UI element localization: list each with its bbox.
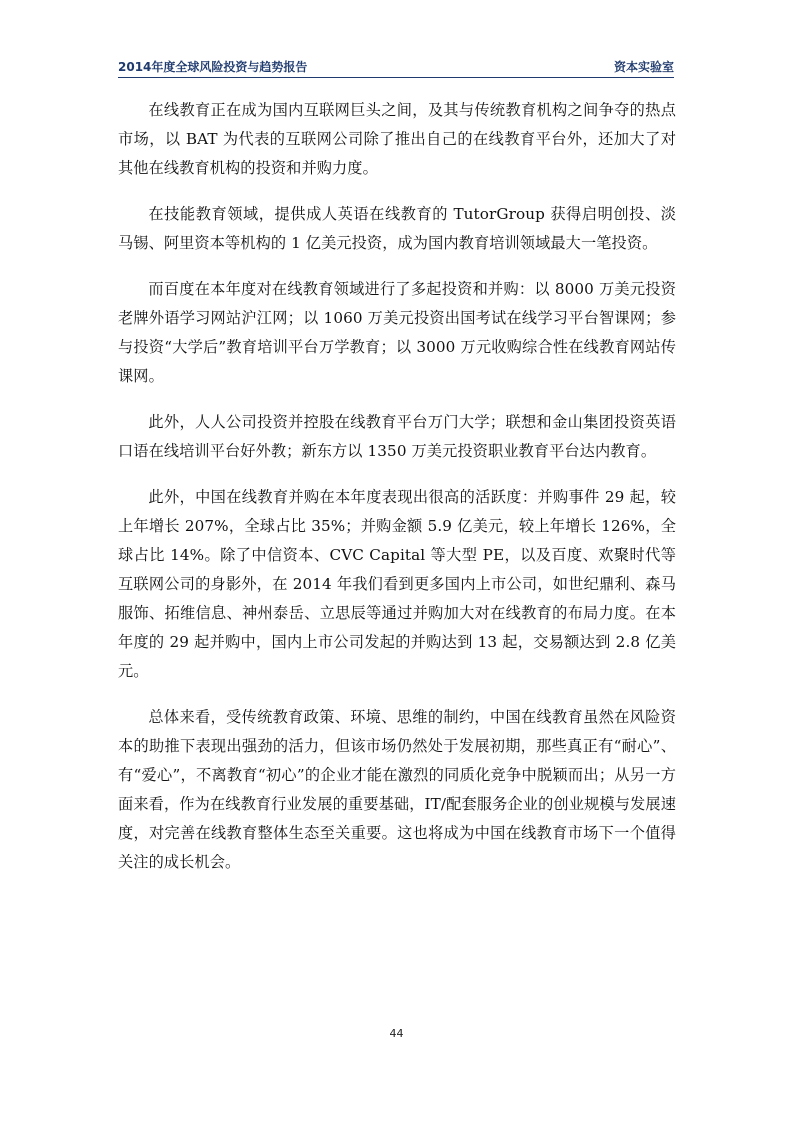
page-number: 44 xyxy=(389,1027,404,1040)
paragraph-2: 在技能教育领域，提供成人英语在线教育的 TutorGroup 获得启明创投、淡马锡、阿里资本等机构的 1 亿美元投资，成为国内教育培训领域最大一笔投资。 xyxy=(118,205,676,252)
page-header xyxy=(118,55,674,78)
report-title: 2014年度全球风险投资与趋势报告 xyxy=(118,60,308,74)
paragraph-3: 而百度在本年度对在线教育领域进行了多起投资和并购：以 8000 万美元投资老牌外语学习网站沪江网；以 1060 万美元投资出国考试在线学习平台智课网；参与投资“大学后”教育培训平台万学教育；以 3000 万元收购综合性在线教育网站传课网。 xyxy=(118,280,676,385)
publisher-name: 资本实验室 xyxy=(613,60,674,74)
body-content xyxy=(118,96,676,894)
paragraph-4: 此外，人人公司投资并控股在线教育平台万门大学；联想和金山集团投资英语口语在线培训平台好外教；新东方以 1350 万美元投资职业教育平台达内教育。 xyxy=(118,413,676,460)
paragraph-6: 总体来看，受传统教育政策、环境、思维的制约，中国在线教育虽然在风险资本的助推下表现出强劲的活力，但该市场仍然处于发展初期，那些真正有“耐心”、有“爱心”，不离教育“初心”的企业才能在激烈的同质化竞争中脱颖而出；从另一方面来看，作为在线教育行业发展的重要基础，IT/配套服务企业的创业规模与发展速度，对完善在线教育整体生态至关重要。这也将成为中国在线教育市场下一个值得关注的成长机会。 xyxy=(118,708,676,871)
paragraph-1: 在线教育正在成为国内互联网巨头之间，及其与传统教育机构之间争夺的热点市场，以 BAT 为代表的互联网公司除了推出自己的在线教育平台外，还加大了对其他在线教育机构的投资和并购力度。 xyxy=(118,101,676,177)
paragraph-5: 此外，中国在线教育并购在本年度表现出很高的活跃度：并购事件 29 起，较上年增长 207%，全球占比 35%；并购金额 5.9 亿美元，较上年增长 126%，全球占比 14%。除了中信资本、CVC Capital 等大型 PE，以及百度、欢聚时代等互联网公司的身影外，在 2014 年我们看到更多国内上市公司，如世纪鼎利、森马服饰、拓维信息、神州泰岳、立思辰等通过并购加大对在线教育的布局力度。在本年度的 29 起并购中，国内上市公司发起的并购达到 13 起，交易额达到 2.8 亿美元。 xyxy=(118,488,676,680)
